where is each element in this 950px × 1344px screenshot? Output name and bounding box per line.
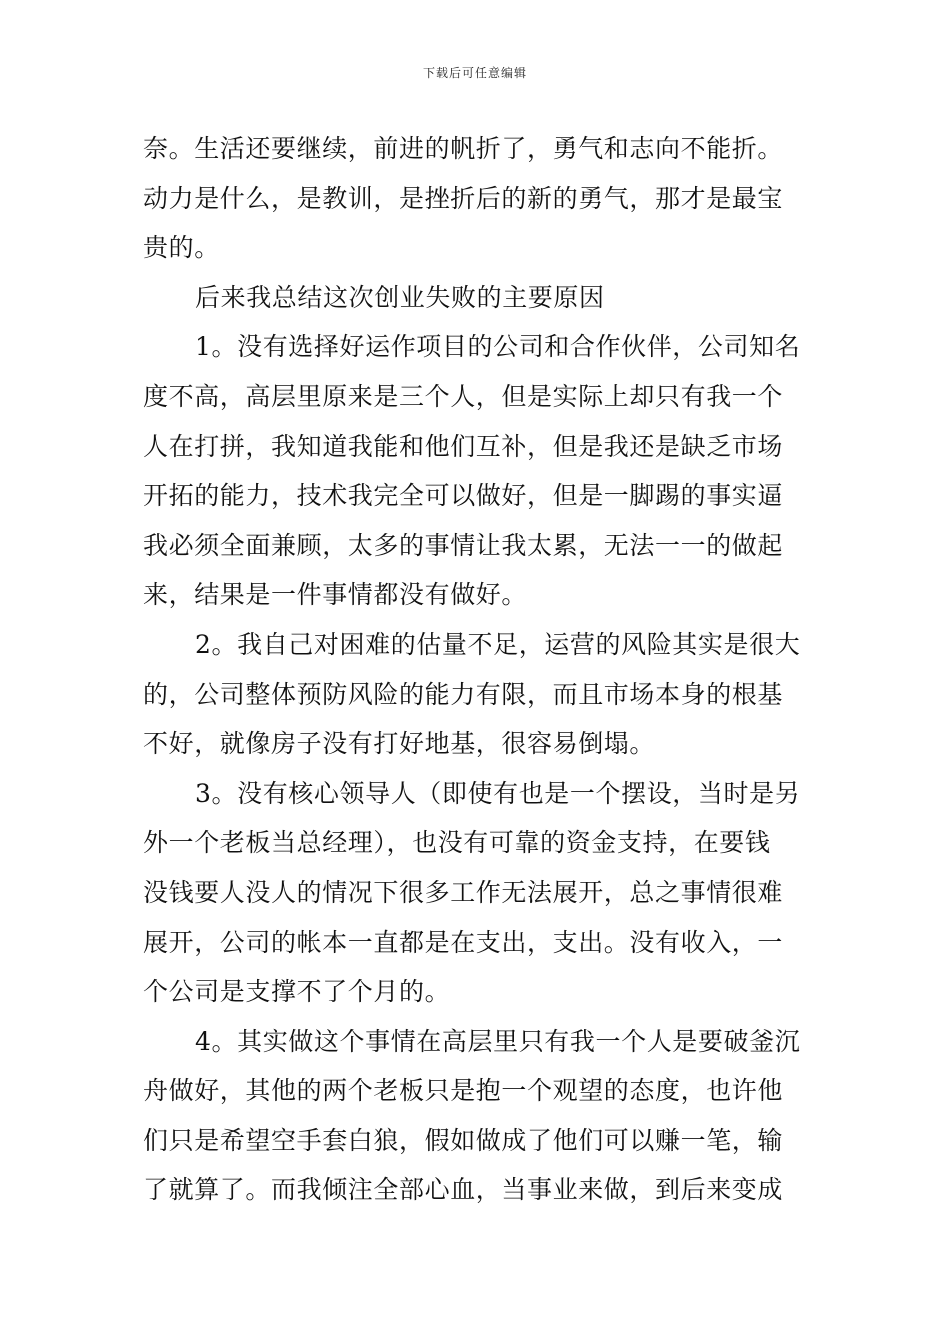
text-line: 4。其实做这个事情在高层里只有我一个人是要破釜沉: [195, 1026, 801, 1056]
text-line: 2。我自己对困难的估量不足，运营的风险其实是很大: [195, 629, 801, 659]
text-line: 开拓的能力，技术我完全可以做好，但是一脚踢的事实逼: [143, 481, 784, 511]
text-line: 展开，公司的帐本一直都是在支出，支出。没有收入，一: [143, 927, 784, 957]
text-line: 贵的。: [143, 233, 220, 263]
text-line: 我必须全面兼顾，太多的事情让我太累，无法一一的做起: [143, 530, 784, 560]
document-body: [143, 124, 807, 1215]
text-line: 外一个老板当总经理），也没有可靠的资金支持，在要钱: [143, 828, 771, 858]
page-header: 下载后可任意编辑: [422, 66, 527, 80]
text-line: 度不高，高层里原来是三个人，但是实际上却只有我一个: [143, 381, 784, 411]
text-line: 来，结果是一件事情都没有做好。: [143, 580, 528, 610]
text-line: 没钱要人没人的情况下很多工作无法展开，总之事情很难: [143, 877, 784, 907]
text-line: 人在打拼，我知道我能和他们互补，但是我还是缺乏市场: [143, 431, 784, 461]
text-line: 个公司是支撑不了个月的。: [143, 977, 451, 1007]
text-line: 奈。生活还要继续，前进的帆折了，勇气和志向不能折。: [143, 134, 784, 163]
section-heading: 后来我总结这次创业失败的主要原因: [195, 282, 605, 312]
text-line: 不好，就像房子没有打好地基，很容易倒塌。: [143, 729, 656, 759]
text-line: 舟做好，其他的两个老板只是抱一个观望的态度，也许他: [143, 1076, 784, 1106]
text-line: 们只是希望空手套白狼，假如做成了他们可以赚一笔，输: [143, 1125, 784, 1155]
text-line: 1。没有选择好运作项目的公司和合作伙伴，公司知名: [195, 332, 801, 362]
text-line: 动力是什么，是教训，是挫折后的新的勇气，那才是最宝: [143, 183, 784, 213]
text-line: 的，公司整体预防风险的能力有限，而且市场本身的根基: [143, 679, 784, 709]
text-line: 了就算了。而我倾注全部心血，当事业来做，到后来变成: [143, 1175, 784, 1205]
text-line: 3。没有核心领导人（即使有也是一个摆设，当时是另: [195, 778, 801, 808]
